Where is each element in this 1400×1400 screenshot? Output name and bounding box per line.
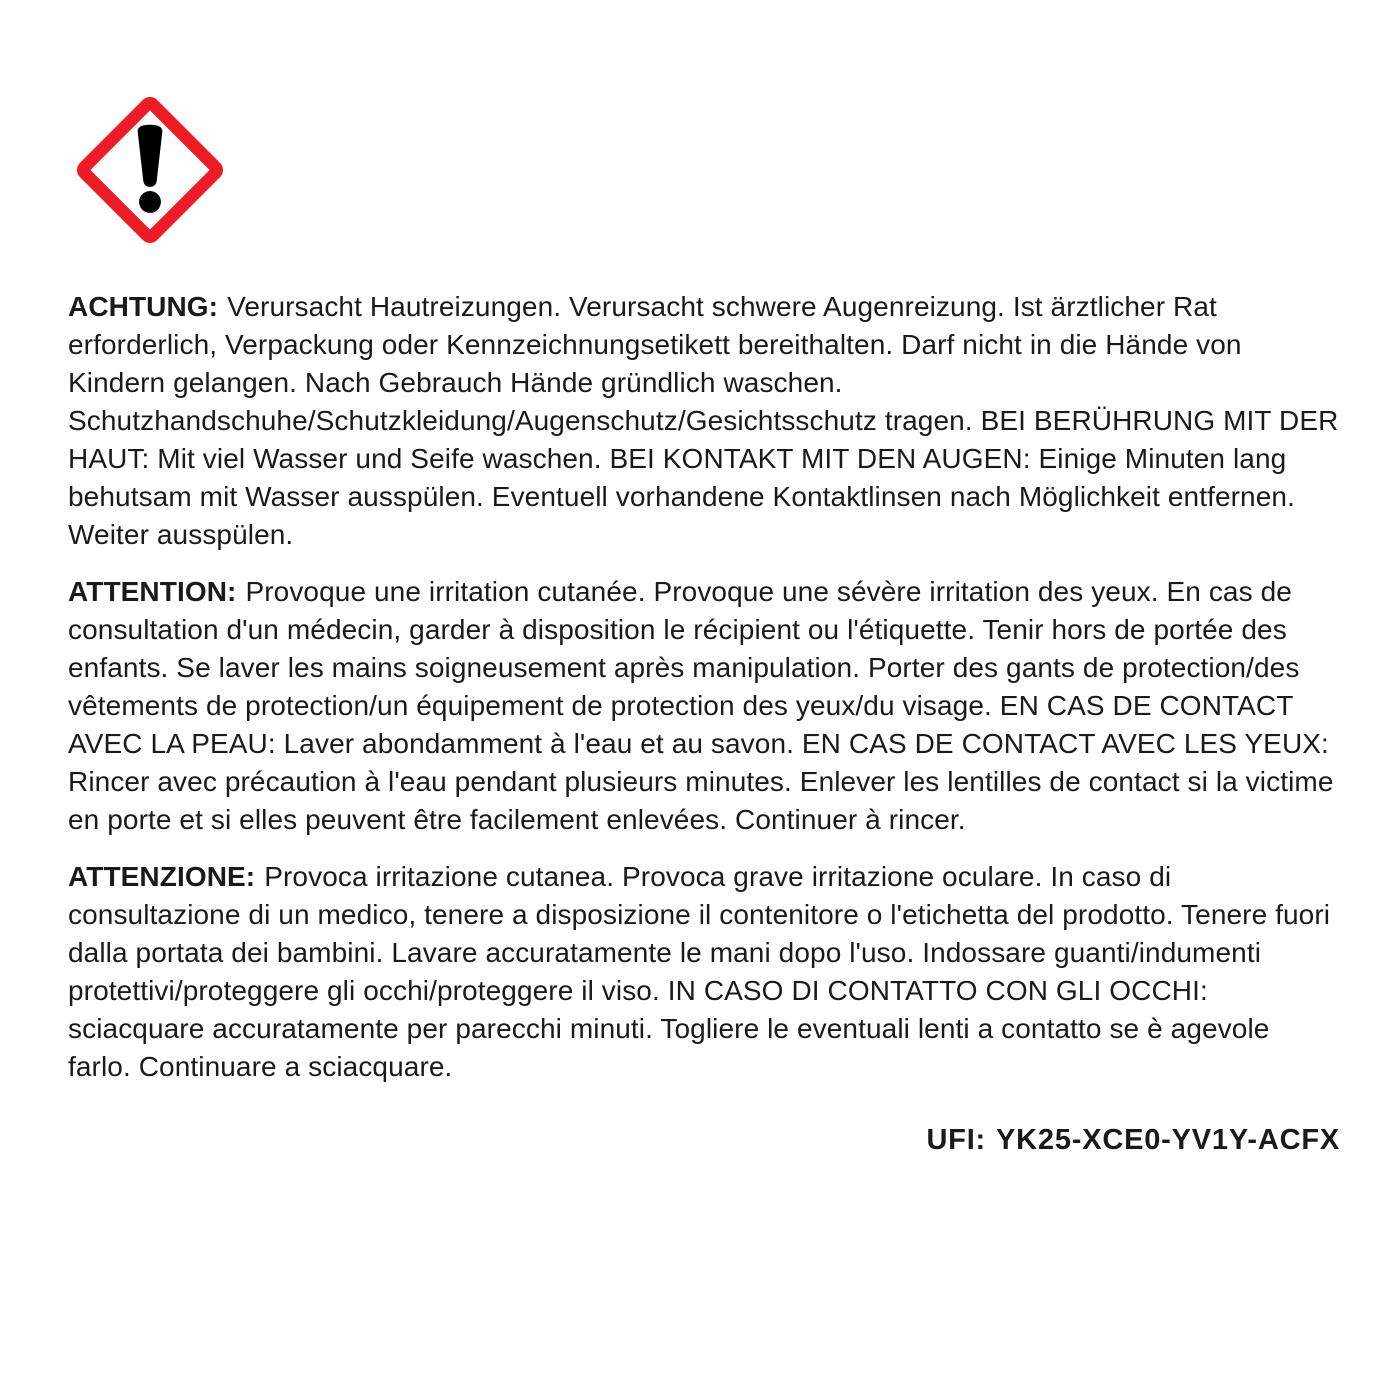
ghs-exclamation-mark-icon <box>72 92 228 248</box>
hazard-paragraph-french <box>68 573 1340 839</box>
label-sheet <box>68 0 1340 1157</box>
ufi-label: UFI: <box>926 1124 987 1156</box>
hazard-text-german: Verursacht Hautreizungen. Verursacht schwere Augenreizung. Ist ärztlicher Rat erforderlich, Verpackung oder Kennzeichnungsetikett bereithalten. Darf nicht in die Hände von Kindern gelangen. Nach Gebrauch Hände gründlich waschen. Schutzhandschuhe/Schutzkleidung/Augenschutz/Gesichtsschutz tragen. BEI BERÜHRUNG MIT DER HAUT: Mit viel Wasser und Seife waschen. BEI KONTAKT MIT DEN AUGEN: Einige Minuten lang behutsam mit Wasser ausspülen. Eventuell vorhandene Kontaktlinsen nach Möglichkeit entfernen. Weiter ausspülen. <box>68 291 1339 550</box>
hazard-paragraph-italian <box>68 858 1340 1086</box>
signal-word-french: ATTENTION: <box>68 576 237 607</box>
hazard-paragraph-german <box>68 288 1340 554</box>
hazard-text-italian: Provoca irritazione cutanea. Provoca grave irritazione oculare. In caso di consultazione di un medico, tenere a disposizione il contenitore o l'etichetta del prodotto. Tenere fuori dalla portata dei bambini. Lavare accuratamente le mani dopo l'uso. Indossare guanti/indumenti protettivi/proteggere gli occhi/proteggere il viso. IN CASO DI CONTATTO CON GLI OCCHI: sciacquare accuratamente per parecchi minuti. Togliere le eventuali lenti a contatto se è agevole farlo. Continuare a sciacquare. <box>68 861 1331 1082</box>
exclamation-dot <box>139 191 161 213</box>
ufi-row <box>68 1124 1340 1157</box>
ghs-diamond-svg <box>72 92 228 248</box>
signal-word-german: ACHTUNG: <box>68 291 219 322</box>
ufi-code: YK25-XCE0-YV1Y-ACFX <box>996 1124 1340 1156</box>
hazard-text-french: Provoque une irritation cutanée. Provoque une sévère irritation des yeux. En cas de consultation d'un médecin, garder à disposition le récipient ou l'étiquette. Tenir hors de portée des enfants. Se laver les mains soigneusement après manipulation. Porter des gants de protection/des vêtements de protection/un équipement de protection des yeux/du visage. EN CAS DE CONTACT AVEC LA PEAU: Laver abondamment à l'eau et au savon. EN CAS DE CONTACT AVEC LES YEUX: Rincer avec précaution à l'eau pendant plusieurs minutes. Enlever les lentilles de contact si la victime en porte et si elles peuvent être facilement enlevées. Continuer à rincer. <box>68 576 1334 835</box>
hazard-statements <box>68 288 1340 1157</box>
signal-word-italian: ATTENZIONE: <box>68 861 256 892</box>
